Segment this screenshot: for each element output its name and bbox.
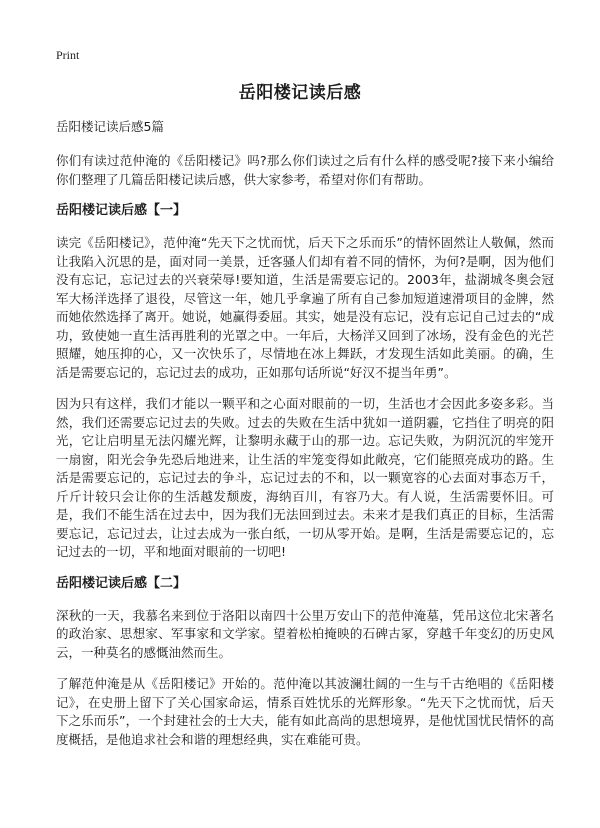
section-heading-2: 岳阳楼记读后感【二】 (56, 575, 187, 591)
article-subtitle: 岳阳楼记读后感5篇 (56, 119, 164, 134)
article-body (56, 118, 554, 762)
section-1-paragraph-2: 因为只有这样，我们才能以一颗平和之心面对眼前的一切，生活也才会因此多姿多彩。当然，我们还需要忘记过去的失败。过去的失败在生活中犹如一道阴霾，它挡住了明亮的阳光，它让启明星无法闪耀光辉，让黎明永藏于山的那一边。忘记失败，为阴沉沉的牢笼开一扇窗，阳光会争先恐后地进来，让生活的牢笼变得如此敞亮，它们能照亮成功的路。生活是需要忘记的，忘记过去的争斗，忘记过去的不和，以一颗宽容的心去面对事态万千，斤斤计较只会让你的生活越发颓废，海纳百川，有容乃大。有人说，生活需要怀旧。可是，我们不能生活在过去中，因为我们无法回到过去。未来才是我们真正的目标，生活需要忘记，忘记过去，让过去成为一张白纸，一切从零开始。是啊，生活是需要忘记的，忘记过去的一切，平和地面对眼前的一切吧! (56, 396, 554, 559)
section-1-paragraph-1: 读完《岳阳楼记》，范仲淹“先天下之忧而忧，后天下之乐而乐”的情怀固然让人敬佩，然而让我陷入沉思的是，面对同一美景，迁客骚人们却有着不同的情怀，为何?是啊，因为他们没有忘记，忘记过去的兴衰荣辱!要知道，生活是需要忘记的。2003年，盐湖城冬奥会冠军大杨洋选择了退役，尽管这一年，她几乎拿遍了所有自己参加短道速滑项目的金牌，然而她依然选择了离开。她说，她赢得委屈。其实，她是没有忘记，没有忘记自己过去的“成功，致使她一直生活再胜利的光罩之中。一年后，大杨洋又回到了冰场，没有金色的光芒照耀，她压抑的心，又一次快乐了，尽情地在冰上舞跃，才发现生活如此美丽。的确，生活是需要忘记的，忘记过去的成功，正如那句话所说“好汉不提当年勇”。 (56, 235, 554, 380)
section-heading-1: 岳阳楼记读后感【一】 (56, 203, 187, 218)
section-2-paragraph-1: 深秋的一天，我慕名来到位于洛阳以南四十公里万安山下的范仲淹墓，凭吊这位北宋著名的政治家、思想家、军事家和文学家。望着松柏掩映的石碑古冢，穿越千年变幻的历史风云，一种莫名的感慨油然而生。 (56, 607, 554, 660)
print-link[interactable]: Print (56, 48, 80, 62)
section-2-paragraph-2: 了解范仲淹是从《岳阳楼记》开始的。范仲淹以其波澜壮阔的一生与千古绝唱的《岳阳楼记》，在史册上留下了关心国家命运，情系百姓忧乐的光辉形象。“先天下之忧而忧，后天下之乐而乐”，一个封建社会的士大夫，能有如此高尚的思想境界，是他忧国忧民情怀的高度概括，是他追求社会和谐的理想经典，实在难能可贵。 (56, 676, 554, 747)
page-title: 岳阳楼记读后感 (238, 83, 362, 103)
intro-paragraph: 你们有读过范仲淹的《岳阳楼记》吗?那么你们读过之后有什么样的感受呢?接下来小编给你们整理了几篇岳阳楼记读后感，供大家参考，希望对你们有帮助。 (56, 153, 554, 187)
